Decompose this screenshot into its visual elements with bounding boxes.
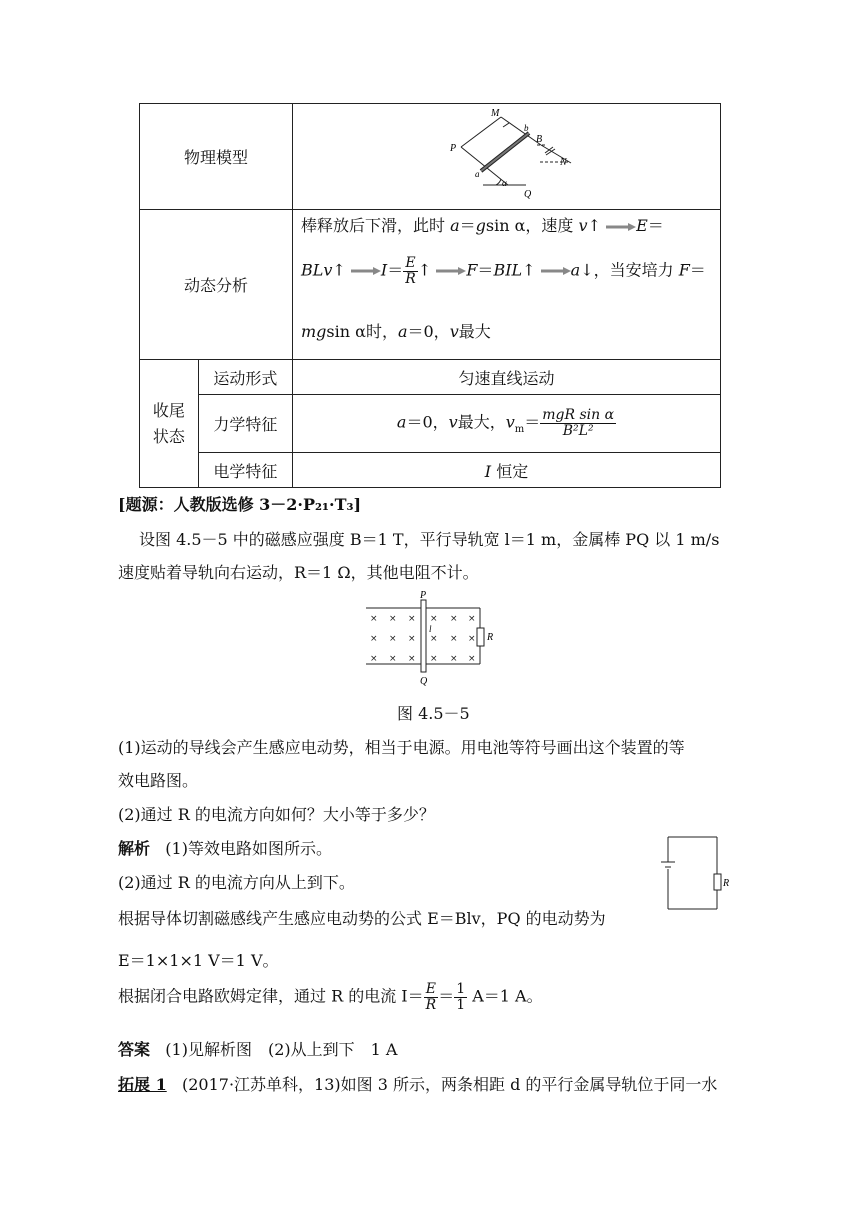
svg-text:×: × xyxy=(370,614,378,624)
label-Q: Q xyxy=(420,676,428,686)
svg-text:×: × xyxy=(450,654,458,664)
label-b: b xyxy=(524,122,529,133)
fraction-1-over-1: $\frac{1}{1}$ xyxy=(456,981,466,1013)
question-2: (2)通过 R 的电流方向如何？大小等于多少？ xyxy=(118,805,435,824)
right-arrow-icon xyxy=(541,266,571,276)
extension-line: 拓展 1 (2017·江苏单科，13)如图 3 所示，两条相距 d 的平行金属导轨位于同一水 xyxy=(118,1075,718,1094)
svg-text:×: × xyxy=(468,614,476,624)
svg-text:×: × xyxy=(389,634,397,644)
svg-text:×: × xyxy=(389,614,397,624)
label-M: M xyxy=(491,107,500,119)
label-a: a xyxy=(475,168,480,179)
label-R: R xyxy=(487,632,494,643)
question-1-line-2: 效电路图。 xyxy=(118,771,199,790)
question-1-line-1: (1)运动的导线会产生感应电动势，相当于电源。用电池等符号画出这个装置的等 xyxy=(118,738,685,757)
problem-line-1: 设图 4.5－5 中的磁感应强度 B＝1 T，平行导轨宽 l＝1 m，金属棒 PQ 以 1 m/s xyxy=(139,530,720,549)
source-line: [题源：人教版选修 3－2·P₂₁·T₃] xyxy=(118,495,362,514)
label-R: R xyxy=(723,878,730,889)
row-label-dynamic-analysis: 动态分析 xyxy=(140,210,293,360)
label-l: l xyxy=(429,624,432,634)
solution-step-2: (2)通过 R 的电流方向从上到下。 xyxy=(118,873,355,892)
svg-text:×: × xyxy=(468,654,476,664)
physics-model-table xyxy=(139,103,721,488)
label-P: P xyxy=(450,142,457,154)
answer-line: 答案 (1)见解析图 (2)从上到下 1 A xyxy=(118,1040,398,1059)
value-electrical-feature: I 恒定 xyxy=(293,453,721,488)
row-label-final-state: 收尾 状态 xyxy=(140,360,199,488)
svg-text:×: × xyxy=(389,654,397,664)
right-arrow-icon xyxy=(351,266,381,276)
label-Q: Q xyxy=(524,188,532,200)
fraction-E-over-R: $\frac{E}{R}$ xyxy=(425,981,437,1013)
solution-step-3: 根据导体切割磁感线产生感应电动势的公式 E＝Blv，PQ 的电动势为 xyxy=(118,909,606,928)
svg-text:×: × xyxy=(370,654,378,664)
right-arrow-icon xyxy=(606,222,636,232)
svg-text:×: × xyxy=(430,654,438,664)
dynamic-line-1: 棒释放后下滑，此时 a＝gsin α，速度 v↑ E＝ xyxy=(301,216,664,235)
incline-rail-diagram xyxy=(293,105,720,209)
dynamic-analysis-cell xyxy=(293,210,721,360)
value-mechanical-feature: a＝0，v最大，$v_m=$ $\frac{\text{mgR sin α}}{\text{B²L²}}$ xyxy=(293,395,721,453)
sub-label-mechanical-feature: 力学特征 xyxy=(198,395,292,453)
svg-text:×: × xyxy=(408,614,416,624)
svg-text:×: × xyxy=(468,634,476,644)
svg-text:×: × xyxy=(408,634,416,644)
right-arrow-icon xyxy=(436,266,466,276)
svg-text:×: × xyxy=(430,614,438,624)
fraction-vm: $\frac{\text{mgR sin α}}{\text{B²L²}}$ xyxy=(542,407,615,439)
dynamic-line-3: mgsin α时，a＝0，v最大 xyxy=(301,322,491,341)
svg-text:×: × xyxy=(450,614,458,624)
svg-text:×: × xyxy=(450,634,458,644)
svg-text:×: × xyxy=(370,634,378,644)
label-B: B xyxy=(536,133,543,145)
svg-text:×: × xyxy=(430,634,438,644)
label-P: P xyxy=(420,590,427,601)
row-label-physics-model: 物理模型 xyxy=(140,104,293,210)
dynamic-line-2: BLv↑ I＝ $\frac{E}{R}$ ↑ F＝BIL↑ a↓，当安培力 F＝ xyxy=(301,255,706,287)
equivalent-circuit-figure xyxy=(660,834,740,914)
rail-field-figure xyxy=(362,588,502,686)
problem-line-2: 速度贴着导轨向右运动，R＝1 Ω，其他电阻不计。 xyxy=(118,563,479,582)
incline-diagram-cell xyxy=(293,104,721,210)
value-motion-form: 匀速直线运动 xyxy=(293,360,721,395)
label-alpha: α xyxy=(502,177,507,188)
sub-label-electrical-feature: 电学特征 xyxy=(198,453,292,488)
solution-step-5: 根据闭合电路欧姆定律，通过 R 的电流 I＝ $\frac{E}{R}$ ＝ $\frac{1}{1}$ A＝1 A。 xyxy=(118,981,543,1013)
solution-step-1: 解析 (1)等效电路如图所示。 xyxy=(118,839,332,858)
figure-caption: 图 4.5－5 xyxy=(397,704,470,723)
svg-text:×: × xyxy=(408,654,416,664)
sub-label-motion-form: 运动形式 xyxy=(198,360,292,395)
label-N: N xyxy=(560,156,567,168)
fraction-E-over-R: $\frac{E}{R}$ xyxy=(405,255,416,287)
solution-step-4: E＝1×1×1 V＝1 V。 xyxy=(118,951,279,970)
